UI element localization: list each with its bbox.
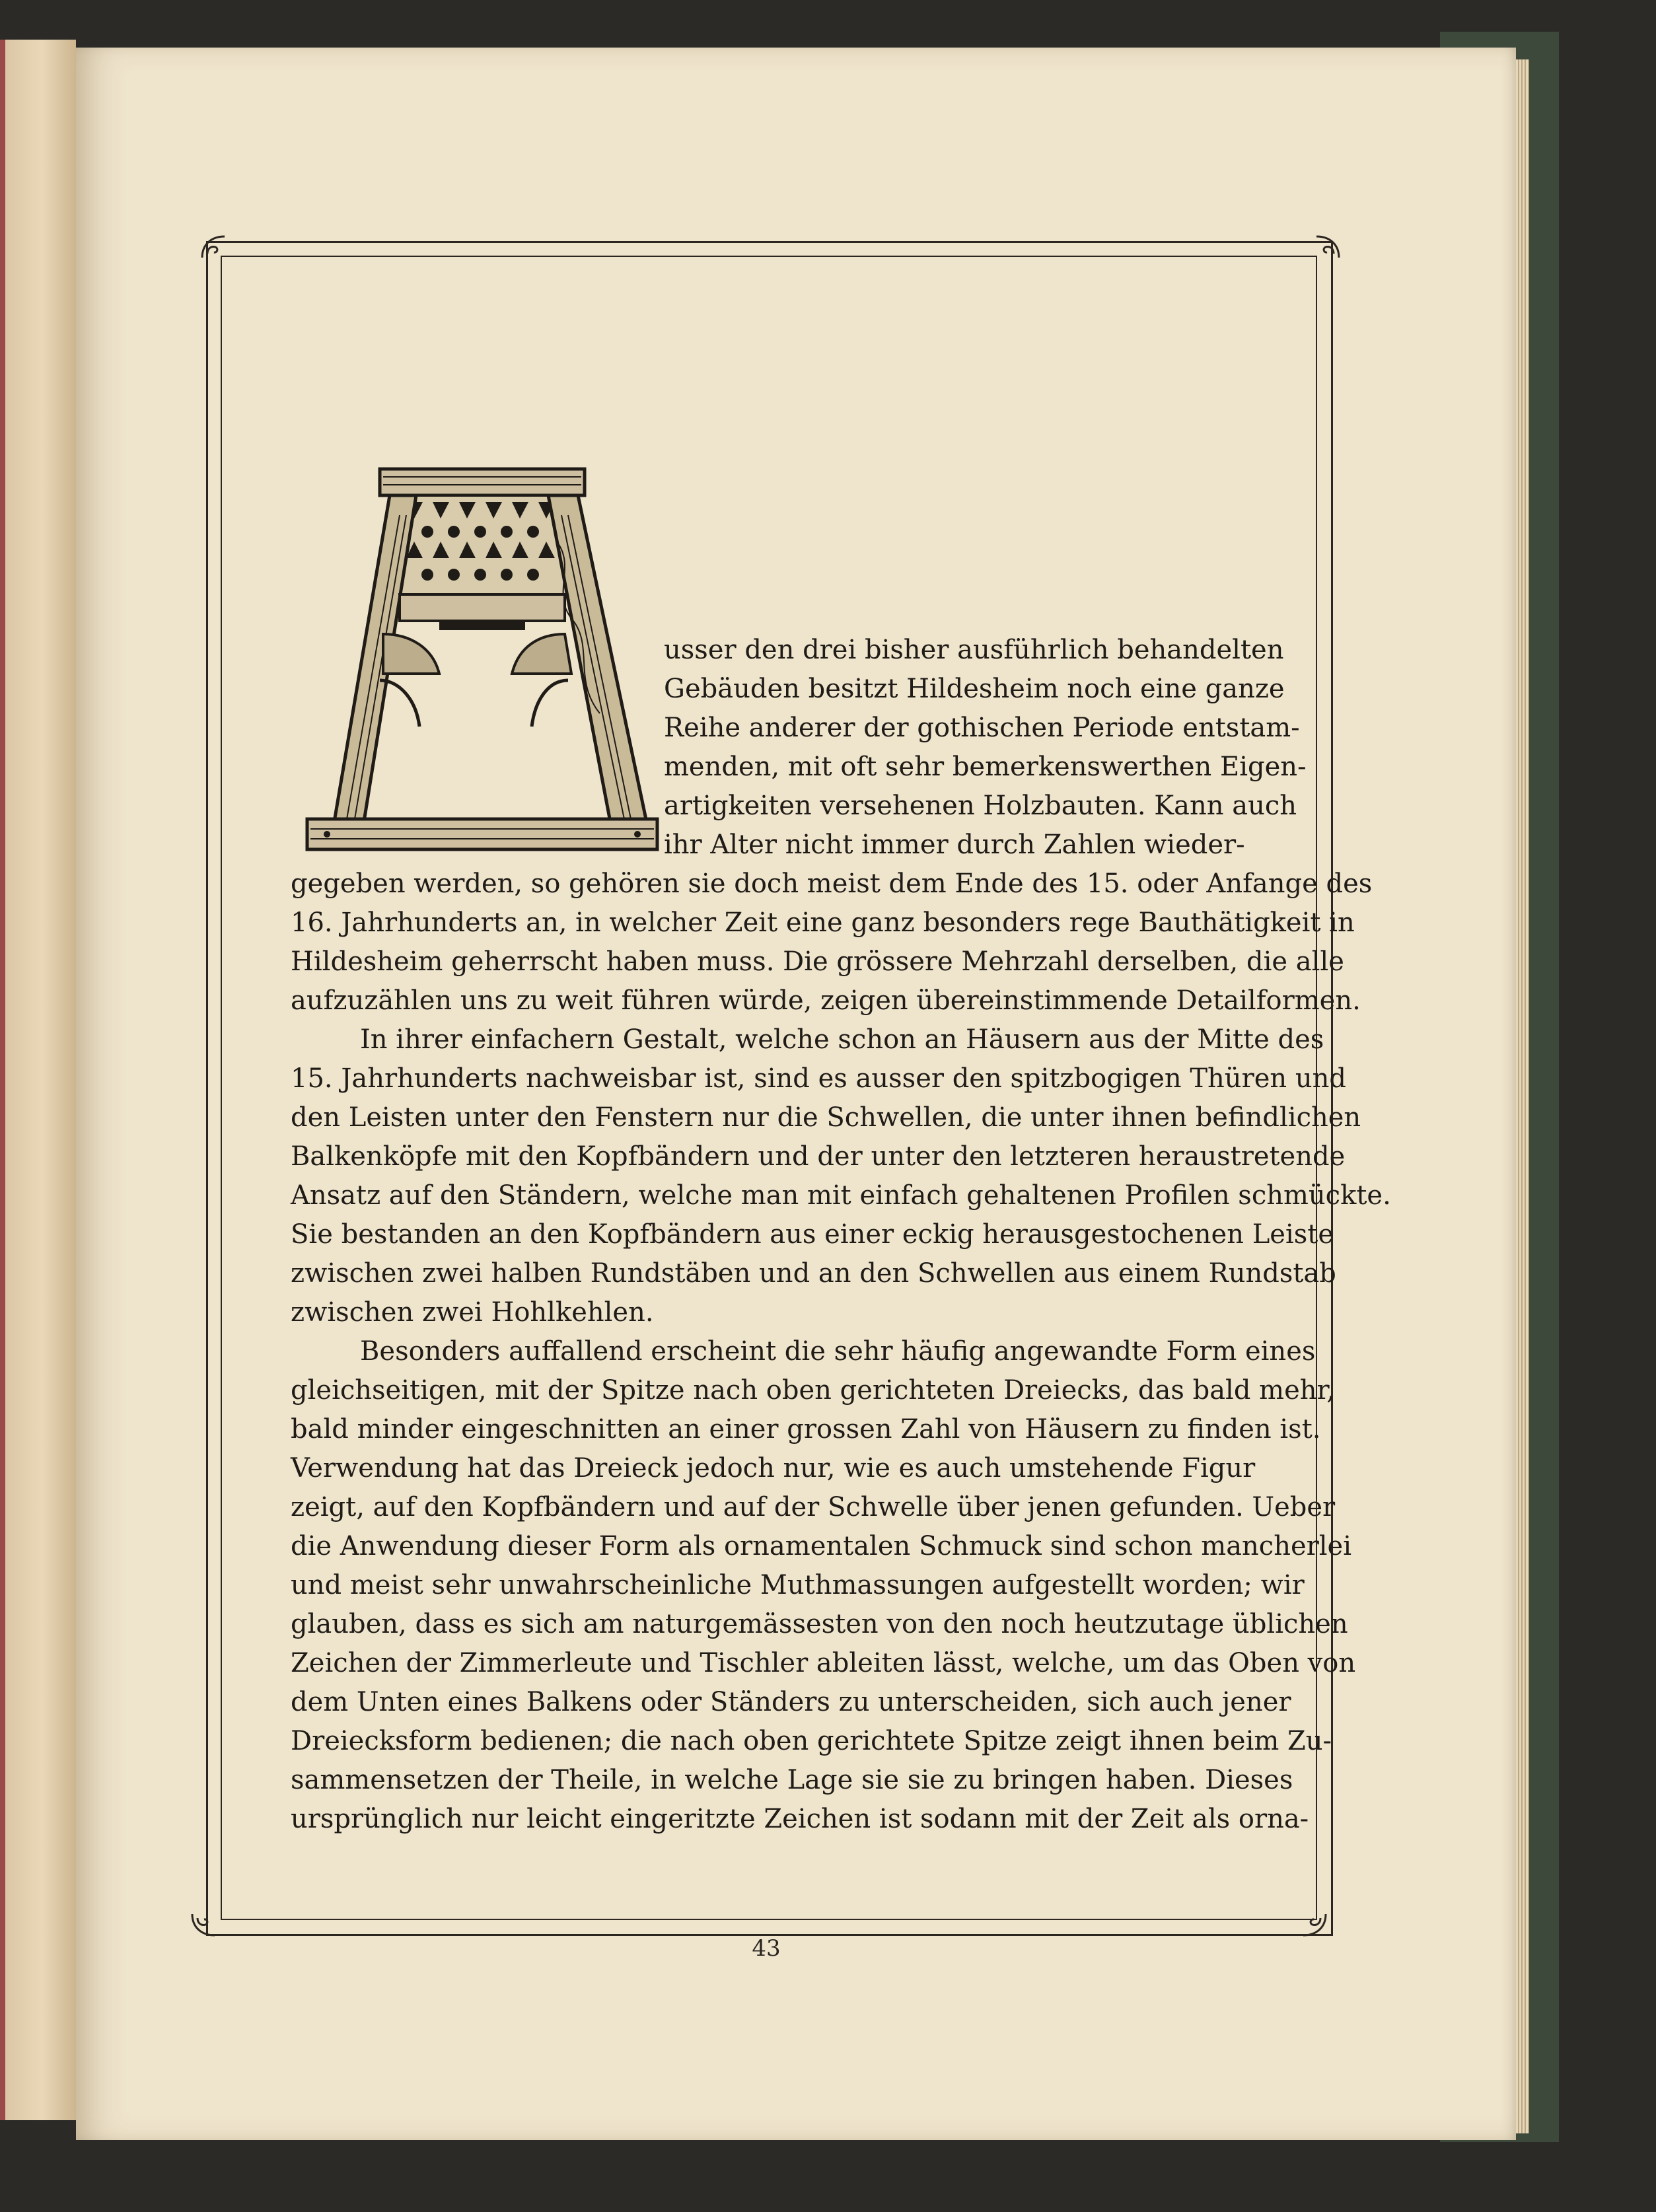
text-line: dem Unten eines Balkens oder Ständers zu unterscheiden, sich auch jener [291, 1687, 1291, 1717]
text-line: In ihrer einfachern Gestalt, welche schon an Häusern aus der Mitte des [360, 1024, 1324, 1055]
text-line: ursprünglich nur leicht eingeritzte Zeichen ist sodann mit der Zeit als orna- [291, 1804, 1309, 1834]
text-line: Ansatz auf den Ständern, welche man mit einfach gehaltenen Profilen schmückte. [291, 1180, 1391, 1211]
text-line: gleichseitigen, mit der Spitze nach oben gerichteten Dreiecks, das bald mehr, [291, 1375, 1335, 1406]
corner-ornament-icon [1311, 231, 1343, 263]
text-line: Besonders auffallend erscheint die sehr häufig angewandte Form eines [360, 1336, 1316, 1367]
text-line: bald minder eingeschnitten an einer grossen Zahl von Häusern zu finden ist. [291, 1414, 1321, 1445]
text-line: menden, mit oft sehr bemerkenswerthen Eigen- [664, 752, 1307, 782]
text-line: Sie bestanden an den Kopfbändern aus einer eckig herausgestochenen Leiste [291, 1219, 1334, 1250]
text-line: und meist sehr unwahrscheinliche Muthmassungen aufgestellt worden; wir [291, 1570, 1305, 1600]
text-line: Verwendung hat das Dreieck jedoch nur, wie es auch umstehende Figur [291, 1453, 1256, 1483]
body-text [291, 631, 1391, 1839]
text-line: aufzuzählen uns zu weit führen würde, zeigen übereinstimmende Detailformen. [291, 985, 1361, 1016]
text-line: Balkenköpfe mit den Kopfbändern und der unter den letzteren heraustretende [291, 1141, 1346, 1172]
text-line: artigkeiten versehenen Holzbauten. Kann auch [664, 791, 1297, 821]
text-line: usser den drei bisher ausführlich behandelten [664, 635, 1284, 665]
text-line: ihr Alter nicht immer durch Zahlen wieder- [664, 830, 1245, 860]
page-stack-edge [1516, 59, 1529, 2133]
left-page-edge [0, 40, 76, 2120]
book-binding-edge [0, 40, 5, 2120]
text-line: Hildesheim geherrscht haben muss. Die grössere Mehrzahl derselben, die alle [291, 946, 1344, 977]
text-line: glauben, dass es sich am naturgemässesten von den noch heutzutage üblichen [291, 1609, 1348, 1639]
text-line: den Leisten unter den Fenstern nur die Schwellen, die unter ihnen befindlichen [291, 1102, 1361, 1133]
text-line: zeigt, auf den Kopfbändern und auf der Schwelle über jenen gefunden. Ueber [291, 1492, 1336, 1522]
text-line: zwischen zwei halben Rundstäben und an den Schwellen aus einem Rundstab [291, 1258, 1336, 1289]
text-line: die Anwendung dieser Form als ornamentalen Schmuck sind schon mancherlei [291, 1531, 1352, 1561]
text-line: gegeben werden, so gehören sie doch meist dem Ende des 15. oder Anfange des [291, 869, 1373, 899]
text-line: Reihe anderer der gothischen Periode entstam- [664, 713, 1300, 743]
text-line: Dreiecksform bedienen; die nach oben gerichtete Spitze zeigt ihnen beim Zu- [291, 1726, 1332, 1756]
corner-ornament-icon [1298, 1909, 1330, 1941]
text-line: Gebäuden besitzt Hildesheim noch eine ganze [664, 674, 1285, 704]
text-line: sammensetzen der Theile, in welche Lage sie sie zu bringen haben. Dieses [291, 1765, 1293, 1795]
page-number: 43 [752, 1935, 781, 1962]
corner-ornament-icon [188, 1909, 220, 1941]
text-line: Zeichen der Zimmerleute und Tischler ableiten lässt, welche, um das Oben von [291, 1648, 1356, 1678]
corner-ornament-icon [198, 231, 230, 263]
text-line: 15. Jahrhunderts nachweisbar ist, sind es ausser den spitzbogigen Thüren und [291, 1063, 1346, 1094]
text-line: 16. Jahrhunderts an, in welcher Zeit eine ganz besonders rege Bauthätigkeit in [291, 908, 1355, 938]
text-line: zwischen zwei Hohlkehlen. [291, 1297, 654, 1328]
